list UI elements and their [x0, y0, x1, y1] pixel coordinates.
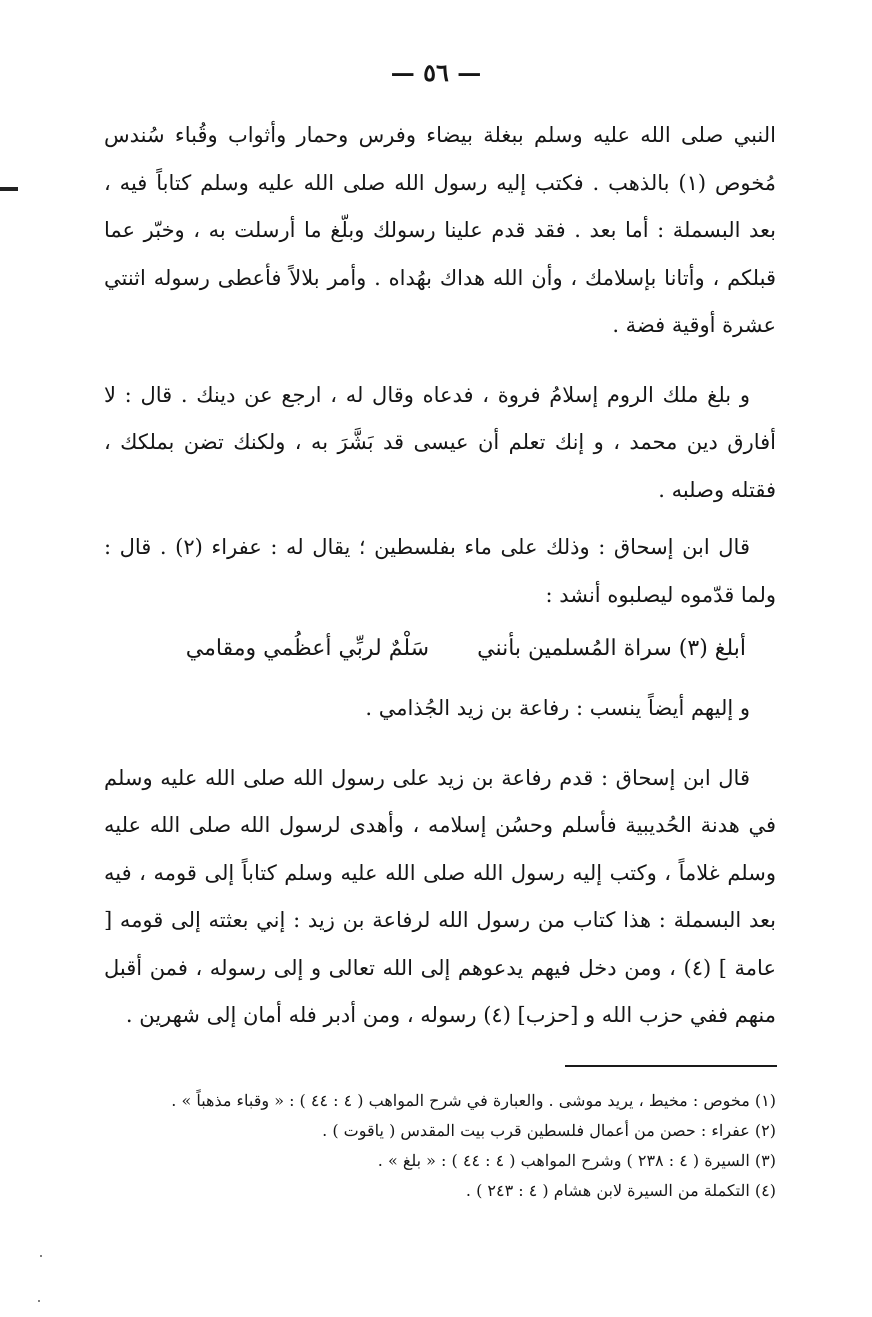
scan-edge-mark: [0, 187, 18, 191]
scan-speck: [38, 1300, 40, 1302]
body-text: [104, 112, 776, 1040]
verse-second-hemistich: سَلْمٌ لربِّي أعظُمي ومقامي: [185, 636, 430, 661]
footnote-3: (٣) السيرة ( ٤ : ٢٣٨ ) وشرح المواهب ( ٤ : ٤٤ ) : « بلغ » .: [377, 1151, 776, 1170]
paragraph-1: النبي صلى الله عليه وسلم ببغلة بيضاء وفرس وحمار وأثواب وقُباء سُندس مُخوص (١) بالذهب . فكتب إليه رسول الله صلى الله عليه وسلم كتاباً فيه ، بعد البسملة : أما بعد . فقد قدم علينا رسولك وبلّغ ما أرسلت به ، وخبّر عما قبلكم ، وأتانا بإسلامك ، وأن الله هداك بهُداه . وأمر بلالاً فأعطى رسوله اثنتي عشرة أوقية فضة .: [104, 123, 776, 337]
paragraph-5: قال ابن إسحاق : قدم رفاعة بن زيد على رسول الله صلى الله عليه وسلم في هدنة الحُديبية فأسلم وحسُن إسلامه ، وأهدى لرسول الله صلى الله عليه وسلم غلاماً ، وكتب إليه رسول الله صلى الله عليه وسلم كتاباً إلى قومه ، فيه بعد البسملة : هذا كتاب من رسول الله لرفاعة بن زيد : إني بعثته إلى قومه [ عامة ] (٤) ، ومن دخل فيهم يدعوهم إلى الله تعالى و إلى رسوله ، فمن أقبل منهم ففي حزب الله و [حزب] (٤) رسوله ، ومن أدبر فله أمان إلى شهرين .: [104, 765, 776, 1027]
page-number: — ٥٦ —: [390, 58, 482, 87]
paragraph-4: و إليهم أيضاً ينسب : رفاعة بن زيد الجُذامي .: [365, 696, 750, 720]
verse-first-hemistich: أبلغ (٣) سراة المُسلمين بأنني: [477, 636, 746, 661]
poem-verse: [104, 619, 776, 675]
paragraph-2: و بلغ ملك الروم إسلامُ فروة ، فدعاه وقال له ، ارجع عن دينك . قال : لا أفارق دين محمد ، و إنك تعلم أن عيسى قد بَشَّرَ به ، ولكنك تضن بملكك ، فقتله وصلبه .: [104, 382, 776, 502]
footnote-1: (١) مخوص : مخيط ، يريد موشى . والعبارة في شرح المواهب ( ٤ : ٤٤ ) : « وقباء مذهباً » .: [171, 1091, 776, 1110]
footnotes: [104, 1086, 776, 1206]
footnote-2: (٢) عفراء : حصن من أعمال فلسطين قرب بيت المقدس ( ياقوت ) .: [322, 1121, 776, 1140]
scan-speck: [40, 1255, 42, 1257]
footnote-4: (٤) التكملة من السيرة لابن هشام ( ٤ : ٢٤٣ ) .: [465, 1181, 776, 1200]
footnote-separator: [565, 1065, 777, 1067]
paragraph-3: قال ابن إسحاق : وذلك على ماء بفلسطين ؛ يقال له : عفراء (٢) . قال : ولما قدّموه ليصلبوه أنشد :: [104, 535, 776, 607]
